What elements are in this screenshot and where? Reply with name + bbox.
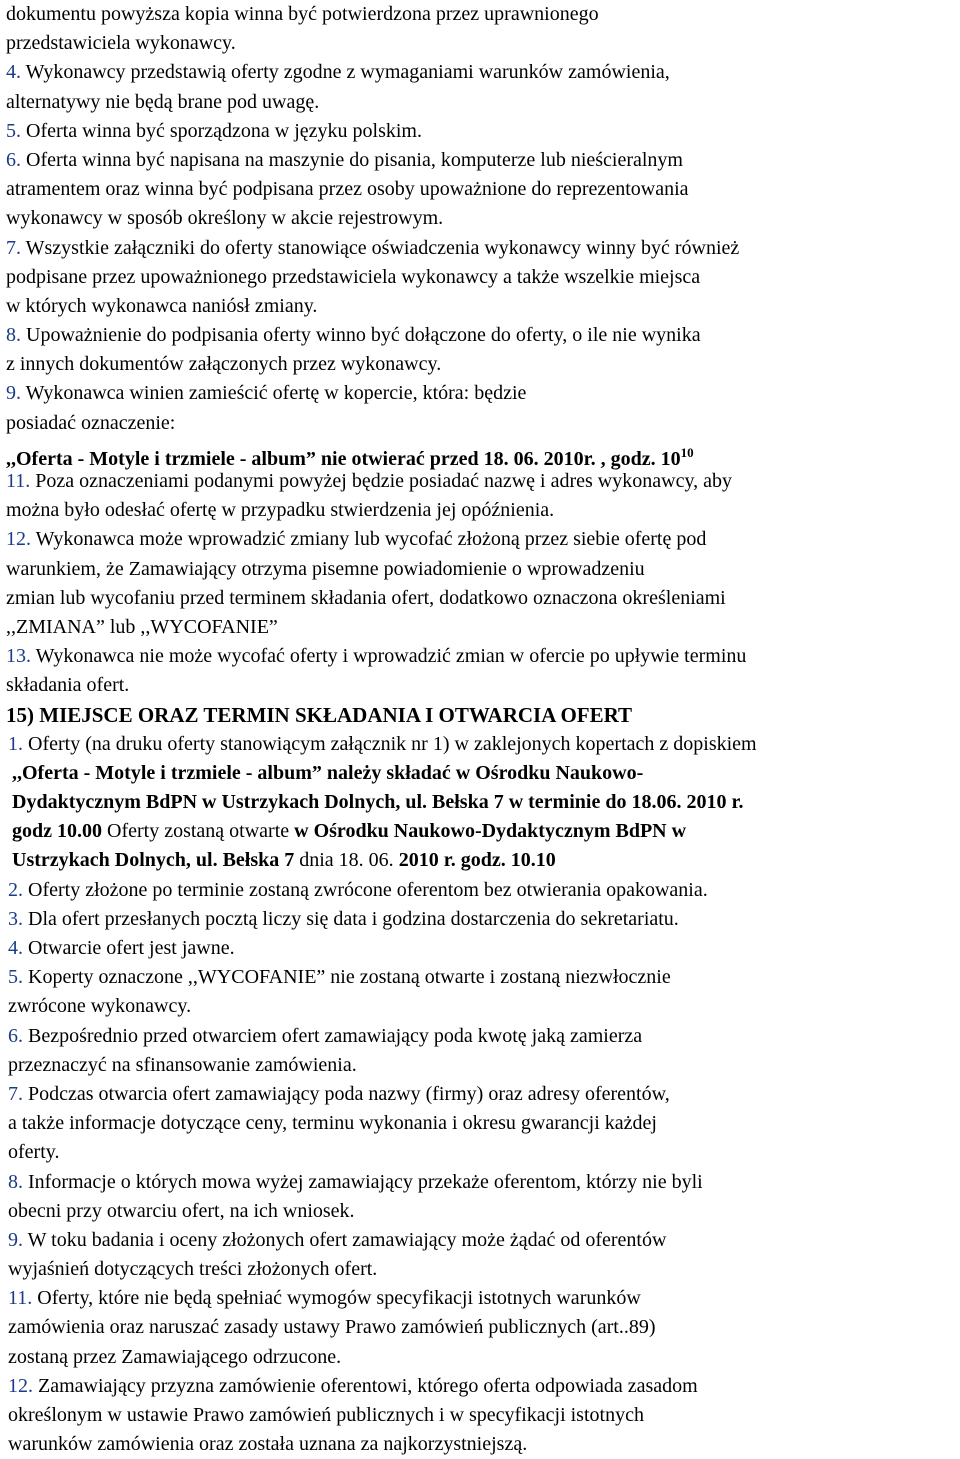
text-line: [6, 117, 954, 146]
list-number: 1.: [8, 732, 23, 755]
sec15-line-5-bold-b: 2010 r. godz. 10.10: [398, 849, 556, 872]
text-line: [6, 1109, 954, 1138]
line-text: zostaną przez Zamawiającego odrzucone.: [8, 1345, 342, 1368]
text-line: [6, 905, 954, 934]
line-text: z innych dokumentów załączonych przez wykonawcy.: [6, 353, 442, 376]
text-line: [6, 1343, 954, 1372]
list-number: 8.: [8, 1170, 23, 1193]
line-text: Koperty oznaczone ,,WYCOFANIE” nie zostaną otwarte i zostaną niezwłocznie: [23, 966, 671, 989]
line-text: ,,ZMIANA” lub ,,WYCOFANIE”: [6, 615, 278, 638]
line-text: a także informacje dotyczące ceny, terminu wykonania i okresu gwarancji każdej: [8, 1112, 657, 1135]
text-line: [6, 146, 954, 175]
text-line: [6, 1138, 954, 1167]
line-text: Poza oznaczeniami podanymi powyżej będzie posiadać nazwę i adres wykonawcy, aby: [30, 470, 733, 492]
line-text: oferty.: [8, 1141, 60, 1164]
text-line: [6, 29, 954, 58]
line-text: Bezpośrednio przed otwarciem ofert zamawiający poda kwotę jaką zamierza: [23, 1024, 643, 1047]
list-number: 11.: [6, 470, 31, 492]
line-text: przeznaczyć na sfinansowanie zamówienia.: [8, 1053, 357, 1076]
line-text: Wykonawca winien zamieścić ofertę w kopercie, która: będzie: [21, 382, 527, 405]
text-line: [6, 963, 954, 992]
text-line: [6, 584, 954, 613]
list-number: 12.: [6, 528, 31, 551]
section-heading: 15) MIEJSCE ORAZ TERMIN SKŁADANIA I OTWARCIA OFERT: [6, 702, 633, 727]
text-line: [6, 992, 954, 1021]
paragraph-block-changes: [6, 467, 954, 701]
line-text: Informacje o których mowa wyżej zamawiający przekaże oferentom, którzy nie byli: [23, 1170, 703, 1193]
list-number: 9.: [8, 1228, 23, 1251]
text-line: [6, 613, 954, 642]
line-text: Dla ofert przesłanych pocztą liczy się data i godzina dostarczenia do sekretariatu.: [23, 907, 679, 930]
line-text: zamówienia oraz naruszać zasady ustawy Prawo zamówień publicznych (art..89): [8, 1316, 656, 1339]
list-number: 7.: [8, 1082, 23, 1105]
sec15-line-1-text: Oferty (na druku oferty stanowiącym załącznik nr 1) w zaklejonych kopertach z dopiskiem: [23, 732, 757, 755]
text-line: [6, 1197, 954, 1226]
sec15-line-4-normal: Oferty zostaną otwarte: [102, 820, 295, 843]
list-number: 5.: [8, 966, 23, 989]
line-text: można było odesłać ofertę w przypadku stwierdzenia jej opóźnienia.: [6, 499, 555, 522]
list-number: 8.: [6, 324, 21, 347]
text-line: [6, 1168, 954, 1197]
list-number: 7.: [6, 236, 21, 259]
text-line: [6, 642, 954, 671]
text-line: [6, 1255, 954, 1284]
text-line: [6, 1051, 954, 1080]
text-line: [6, 350, 954, 379]
paragraph-block-requirements: [6, 0, 954, 438]
text-line: [6, 555, 954, 584]
line-text: zmian lub wycofaniu przed terminem składania ofert, dodatkowo oznaczona określeniami: [6, 586, 726, 609]
line-text: Oferty, które nie będą spełniać wymogów specyfikacji istotnych warunków: [32, 1287, 641, 1310]
line-text: Podczas otwarcia ofert zamawiający poda nazwy (firmy) oraz adresy oferentów,: [23, 1082, 670, 1105]
list-number: 2.: [8, 878, 23, 901]
line-text: Otwarcie ofert jest jawne.: [23, 937, 235, 959]
text-line: [6, 876, 954, 905]
text-line: [6, 409, 954, 438]
line-text: przedstawiciela wykonawcy.: [6, 32, 236, 55]
text-line: [6, 496, 954, 525]
list-number: 5.: [6, 119, 21, 142]
list-number: 9.: [6, 382, 21, 405]
sec15-line-4: [6, 817, 954, 846]
text-line: [6, 1430, 954, 1459]
line-text: Oferty złożone po terminie zostaną zwrócone oferentom bez otwierania opakowania.: [23, 878, 708, 901]
text-line: [6, 1401, 954, 1430]
sec15-line-5: [6, 846, 954, 875]
line-text: podpisane przez upoważnionego przedstawiciela wykonawcy a także wszelkie miejsca: [6, 265, 701, 288]
line-text: Oferta winna być sporządzona w języku polskim.: [21, 119, 422, 142]
list-number: 3.: [8, 907, 23, 930]
list-number: 13.: [6, 645, 31, 668]
line-text: warunkiem, że Zamawiający otrzyma pisemne powiadomienie o wprowadzeniu: [6, 557, 645, 580]
text-line: [6, 58, 954, 87]
line-text: obecni przy otwarciu ofert, na ich wniosek.: [8, 1199, 355, 1222]
text-line: [6, 321, 954, 350]
list-number: 6.: [6, 148, 21, 171]
text-line: [6, 934, 954, 963]
list-number: 4.: [8, 937, 23, 959]
line-text: Wykonawcy przedstawią oferty zgodne z wymaganiami warunków zamówienia,: [21, 61, 670, 84]
text-line: [6, 671, 954, 700]
text-line: [6, 292, 954, 321]
list-number: 12.: [8, 1374, 33, 1397]
line-text: Wykonawca nie może wycofać oferty i wprowadzić zmian w ofercie po upływie terminu: [31, 645, 747, 668]
text-line: [6, 263, 954, 292]
line-text: wykonawcy w sposób określony w akcie rejestrowym.: [6, 207, 444, 230]
paragraph-block-opening: [6, 876, 954, 1459]
envelope-label-line: [6, 438, 954, 470]
sec15-line-4-bold-b: w Ośrodku Naukowo-Dydaktycznym BdPN w: [294, 820, 687, 843]
text-line: [6, 1226, 954, 1255]
list-number: 11.: [8, 1287, 33, 1310]
text-line: [6, 1372, 954, 1401]
sec15-line-3: Dydaktycznym BdPN w Ustrzykach Dolnych, ul. Bełska 7 w terminie do 18.06. 2010 r.: [12, 791, 744, 814]
text-line: [6, 525, 954, 554]
line-text: dokumentu powyższa kopia winna być potwierdzona przez uprawnionego: [6, 3, 599, 25]
envelope-label-text: ,,Oferta - Motyle i trzmiele - album” nie otwierać przed 18. 06. 2010r. , godz. 10: [6, 447, 681, 470]
sec15-line-5-bold-a: Ustrzykach Dolnych, ul. Bełska 7: [12, 849, 295, 872]
line-text: zwrócone wykonawcy.: [8, 995, 192, 1018]
text-line: [6, 175, 954, 204]
line-text: Zamawiający przyzna zamówienie oferentowi, którego oferta odpowiada zasadom: [33, 1374, 698, 1397]
line-text: alternatywy nie będą brane pod uwagę.: [6, 90, 320, 113]
line-text: Oferta winna być napisana na maszynie do pisania, komputerze lub nieścieralnym: [21, 148, 683, 171]
text-line: [6, 467, 954, 496]
sec15-line-1: [6, 730, 954, 759]
line-text: warunków zamówienia oraz została uznana za najkorzystniejszą.: [8, 1433, 528, 1456]
text-line: [6, 1313, 954, 1342]
text-line: [6, 379, 954, 408]
list-number: 6.: [8, 1024, 23, 1047]
line-text: atramentem oraz winna być podpisana przez osoby upoważnione do reprezentowania: [6, 178, 689, 201]
line-text: W toku badania i oceny złożonych ofert zamawiający może żądać od oferentów: [23, 1228, 667, 1251]
line-text: Upoważnienie do podpisania oferty winno być dołączone do oferty, o ile nie wynika: [21, 324, 701, 347]
list-number: 4.: [6, 61, 21, 84]
sec15-line-4-bold-a: godz 10.00: [12, 820, 102, 843]
line-text: Wszystkie załączniki do oferty stanowiące oświadczenia wykonawcy winny być również: [21, 236, 740, 259]
line-text: posiadać oznaczenie:: [6, 411, 176, 434]
text-line: [6, 234, 954, 263]
line-text: wyjaśnień dotyczących treści złożonych ofert.: [8, 1258, 378, 1281]
text-line: [6, 204, 954, 233]
line-text: Wykonawca może wprowadzić zmiany lub wycofać złożoną przez siebie ofertę pod: [31, 528, 707, 551]
text-line: [6, 1022, 954, 1051]
text-line: [6, 0, 954, 29]
line-text: w których wykonawca naniósł zmiany.: [6, 294, 318, 317]
text-line: [6, 88, 954, 117]
sec15-line-5-normal: dnia 18. 06.: [294, 849, 399, 872]
text-line: [6, 1080, 954, 1109]
sec15-line-2: ,,Oferta - Motyle i trzmiele - album” należy składać w Ośrodku Naukowo-: [12, 761, 644, 784]
text-line: [6, 1284, 954, 1313]
envelope-label-sup: 10: [680, 444, 694, 460]
line-text: określonym w ustawie Prawo zamówień publicznych i w specyfikacji istotnych: [8, 1404, 644, 1426]
line-text: składania ofert.: [6, 674, 130, 697]
